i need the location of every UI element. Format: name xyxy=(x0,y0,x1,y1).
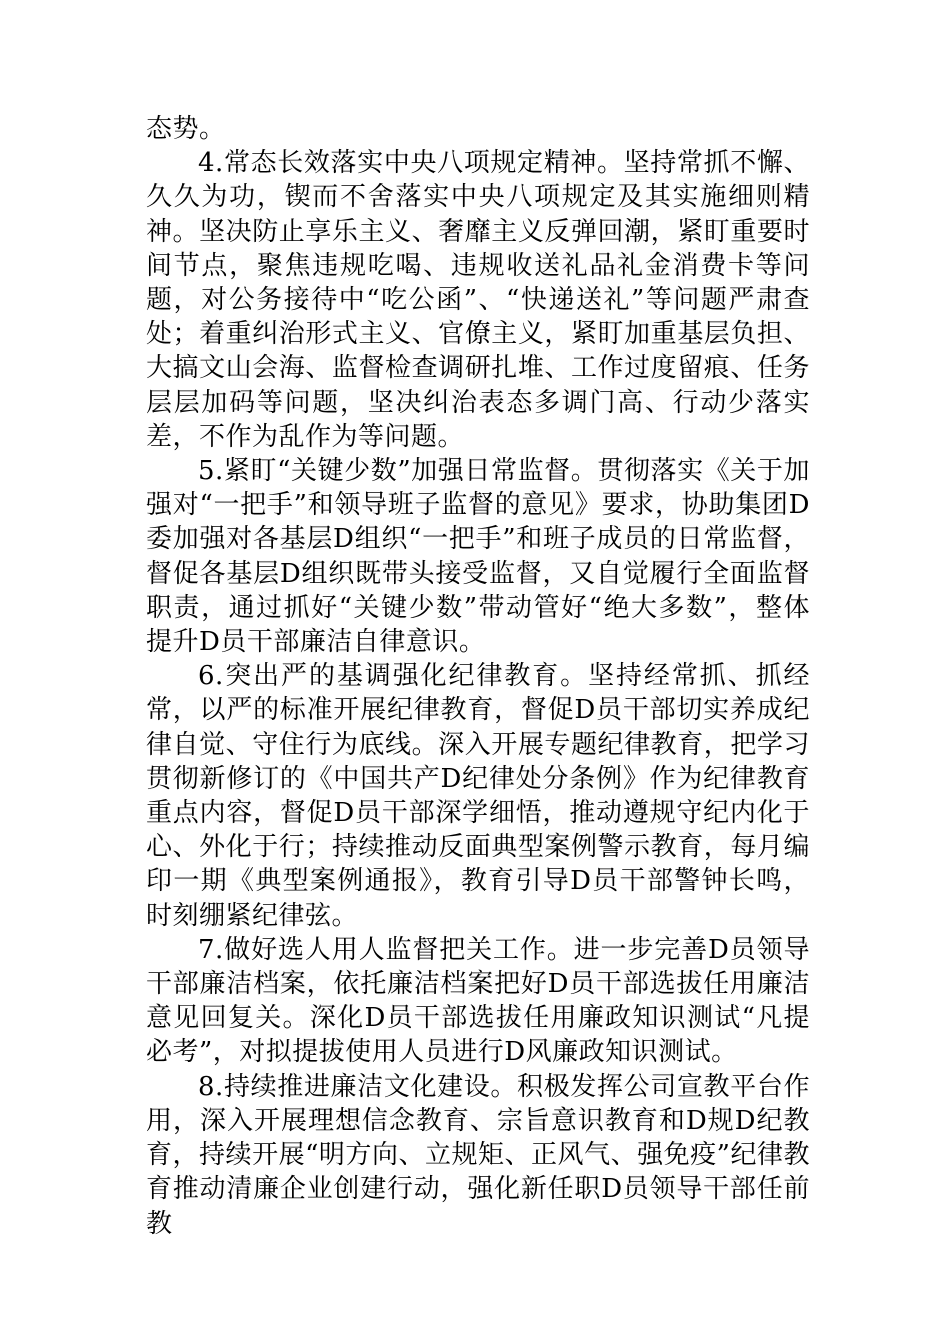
paragraph-item-4: 4.常态长效落实中央八项规定精神。坚持常抓不懈、久久为功，锲而不舍落实中央八项规定及其实施细则精神。坚决防止享乐主义、奢靡主义反弹回潮，紧盯重要时间节点，聚焦违规吃喝、违规收送礼品礼金消费卡等问题，对公务接待中“吃公函”、“快递送礼”等问题严肃查处；着重纠治形式主义、官僚主义，紧盯加重基层负担、大搞文山会海、监督检查调研扎堆、工作过度留痕、任务层层加码等问题，坚决纠治表态多调门高、行动少落实差，不作为乱作为等问题。 xyxy=(146,148,810,452)
document-body xyxy=(146,112,810,1241)
paragraph-item-5: 5.紧盯“关键少数”加强日常监督。贯彻落实《关于加强对“一把手”和领导班子监督的意见》要求，协助集团D委加强对各基层D组织“一把手”和班子成员的日常监督，督促各基层D组织既带头接受监督，又自觉履行全面监督职责，通过抓好“关键少数”带动管好“绝大多数”，整体提升D员干部廉洁自律意识。 xyxy=(146,456,810,658)
paragraph-item-6: 6.突出严的基调强化纪律教育。坚持经常抓、抓经常，以严的标准开展纪律教育，督促D员干部切实养成纪律自觉、守住行为底线。深入开展专题纪律教育，把学习贯彻新修订的《中国共产D纪律处分条例》作为纪律教育重点内容，督促D员干部深学细悟，推动遵规守纪内化于心、外化于行；持续推动反面典型案例警示教育，每月编印一期《典型案例通报》，教育引导D员干部警钟长鸣，时刻绷紧纪律弦。 xyxy=(146,661,810,931)
paragraph-item-8: 8.持续推进廉洁文化建设。积极发挥公司宣教平台作用，深入开展理想信念教育、宗旨意识教育和D规D纪教育，持续开展“明方向、立规矩、正风气、强免疫”纪律教育推动清廉企业创建行动，强化新任职D员领导干部任前教 xyxy=(146,1071,810,1239)
paragraph-continuation: 态势。 xyxy=(146,114,226,144)
paragraph-item-7: 7.做好选人用人监督把关工作。进一步完善D员领导干部廉洁档案，依托廉洁档案把好D员干部选拔任用廉洁意见回复关。深化D员干部选拔任用廉政知识测试“凡提必考”，对拟提拔使用人员进行D风廉政知识测试。 xyxy=(146,934,810,1068)
